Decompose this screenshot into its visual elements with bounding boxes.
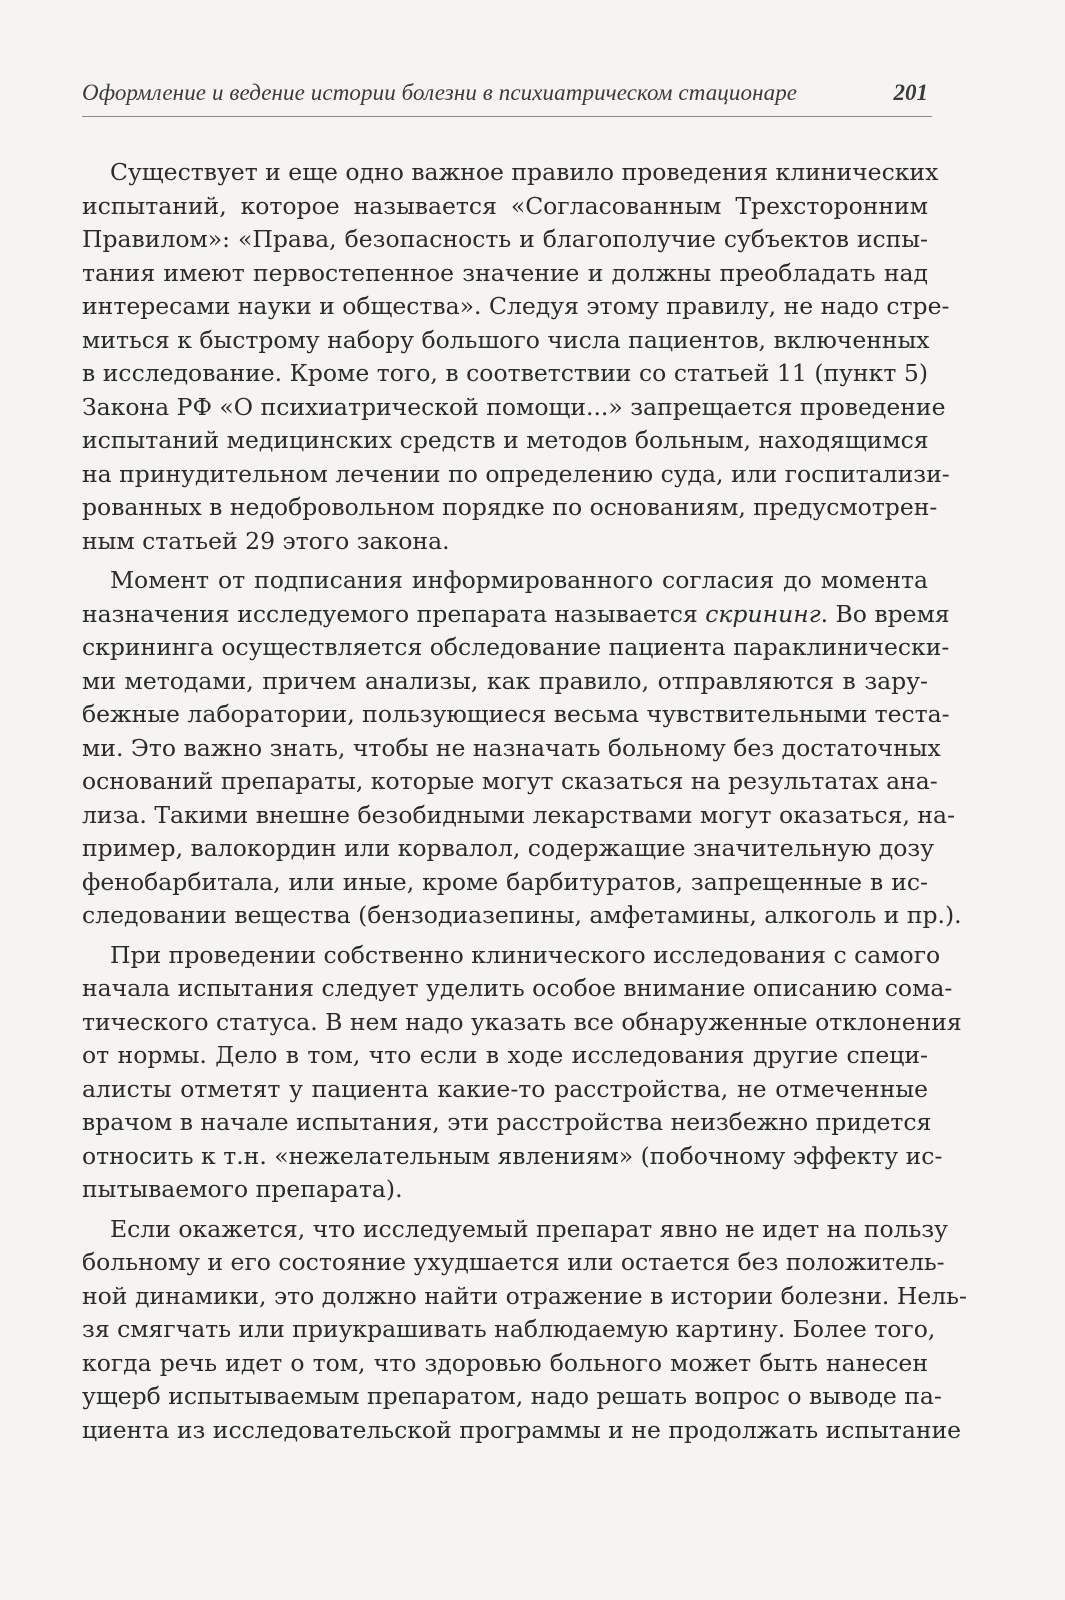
text-line: тания имеют первостепенное значение и должны преобладать над bbox=[82, 258, 928, 287]
text-line: зя смягчать или приукрашивать наблюдаемую картину. Более того, bbox=[82, 1315, 936, 1343]
text-line: пример, валокордин или корвалол, содержащие значительную дозу bbox=[82, 834, 935, 862]
text-line: бежные лаборатории, пользующиеся весьма чувствительными теста- bbox=[82, 700, 950, 728]
text-line: ми. Это важно знать, чтобы не назначать больному без достаточных bbox=[82, 733, 941, 762]
paragraph-3 bbox=[82, 939, 962, 1207]
text-line-with-term bbox=[82, 598, 950, 632]
text-line: рованных в недобровольном порядке по основаниям, предусмотрен- bbox=[82, 493, 938, 521]
text-line: оснований препараты, которые могут сказаться на результатах ана- bbox=[82, 767, 938, 795]
text-line: когда речь идет о том, что здоровью больного может быть нанесен bbox=[82, 1348, 928, 1377]
text-line: скрининга осуществляется обследование пациента параклинически- bbox=[82, 633, 950, 661]
text-line: Закона РФ «О психиатрической помощи...» запрещается проведение bbox=[82, 392, 946, 421]
text-line: ми методами, причем анализы, как правило, отправляются в зару- bbox=[82, 666, 928, 695]
text-line: алисты отметят у пациента какие-то расстройства, не отмеченные bbox=[82, 1074, 928, 1103]
paragraph-1 bbox=[82, 156, 950, 558]
text-line: в исследование. Кроме того, в соответствии со статьей 11 (пункт 5) bbox=[82, 359, 928, 387]
text-line: на принудительном лечении по определению суда, или госпитализи- bbox=[82, 459, 950, 488]
term-screening: скрининг bbox=[705, 599, 821, 628]
text-line: врачом в начале испытания, эти расстройства неизбежно придется bbox=[82, 1108, 932, 1136]
text-line: относить к т.н. «нежелательным явлениям» (побочному эффекту ис- bbox=[82, 1141, 943, 1170]
text-line: Существует и еще одно важное правило проведения клинических bbox=[110, 158, 939, 186]
text-line: тического статуса. В нем надо указать все обнаруженные отклонения bbox=[82, 1007, 962, 1036]
text-line: следовании вещества (бензодиазепины, амфетамины, алкоголь и пр.). bbox=[82, 901, 962, 929]
header-rule bbox=[82, 116, 932, 117]
running-title: Оформление и ведение истории болезни в психиатрическом стационаре bbox=[82, 80, 798, 105]
text-line: от нормы. Дело в том, что если в ходе исследования другие специ- bbox=[82, 1041, 928, 1069]
text-line: миться к быстрому набору большого числа пациентов, включенных bbox=[82, 325, 930, 354]
text-line: пытываемого препарата). bbox=[82, 1175, 403, 1203]
paragraph-2 bbox=[82, 564, 962, 933]
text-line: начала испытания следует уделить особое внимание описанию сома- bbox=[82, 974, 953, 1002]
text-line: лиза. Такими внешне безобидными лекарствами могут оказаться, на- bbox=[82, 800, 956, 829]
text-line: ущерб испытываемым препаратом, надо решать вопрос о выводе па- bbox=[82, 1382, 942, 1410]
text-segment: . Во время bbox=[820, 599, 950, 628]
text-line: больному и его состояние ухудшается или остается без положитель- bbox=[82, 1248, 945, 1276]
text-line: интересами науки и общества». Следуя этому правилу, не надо стре- bbox=[82, 292, 950, 320]
body-text bbox=[82, 156, 967, 1447]
text-line: Правилом»: «Права, безопасность и благополучие субъектов испы- bbox=[82, 225, 928, 253]
text-line: испытаний медицинских средств и методов больным, находящимся bbox=[82, 426, 929, 454]
text-line: ной динамики, это должно найти отражение в истории болезни. Нель- bbox=[82, 1281, 967, 1310]
text-line: циента из исследовательской программы и не продолжать испытание bbox=[82, 1415, 962, 1444]
text-line: Момент от подписания информированного согласия до момента bbox=[110, 566, 928, 594]
text-line: ным статьей 29 этого закона. bbox=[82, 526, 450, 555]
text-line: Если окажется, что исследуемый препарат явно не идет на пользу bbox=[110, 1214, 948, 1243]
text-line: фенобарбитала, или иные, кроме барбитуратов, запрещенные в ис- bbox=[82, 867, 928, 896]
text-line: При проведении собственно клинического исследования с самого bbox=[110, 940, 941, 969]
page-number: 201 bbox=[893, 80, 928, 105]
text-line: испытаний, которое называется «Согласованным Трехсторонним bbox=[82, 191, 928, 220]
text-segment: назначения исследуемого препарата называется bbox=[82, 599, 706, 628]
running-head bbox=[82, 78, 928, 118]
paragraph-4 bbox=[82, 1213, 967, 1448]
